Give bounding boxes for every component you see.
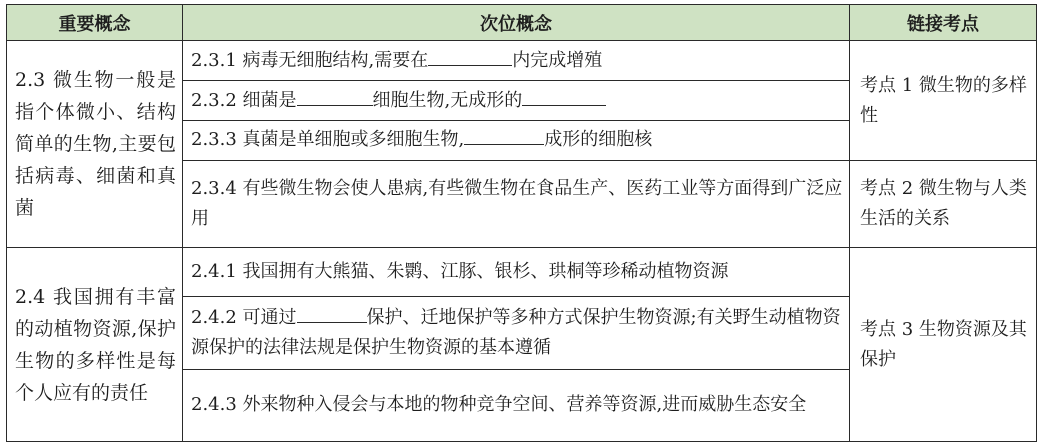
concept-text: 2.3.1 病毒无细胞结构,需要在 xyxy=(191,49,429,71)
exam-point-3: 考点 3 生物资源及其保护 xyxy=(850,248,1037,442)
fill-blank xyxy=(428,47,512,66)
concept-text: 成形的细胞核 xyxy=(544,129,653,151)
secondary-concept-2-3-2 xyxy=(183,81,850,120)
secondary-concept-2-4-3: 2.4.3 外来物种入侵会与本地的物种竞争空间、营养等资源,进而威胁生态安全 xyxy=(183,369,850,441)
fill-blank xyxy=(297,304,367,323)
fill-blank xyxy=(297,87,373,106)
important-concept-2-4: 2.4 我国拥有丰富的动植物资源,保护生物的多样性是每个人应有的责任 xyxy=(7,248,183,442)
header-important-concept: 重要概念 xyxy=(7,5,183,41)
header-linked-exam-point: 链接考点 xyxy=(850,5,1037,41)
fill-blank xyxy=(522,87,606,106)
concept-table xyxy=(6,4,1037,442)
exam-point-1: 考点 1 微生物的多样性 xyxy=(850,41,1037,161)
important-concept-2-3: 2.3 微生物一般是指个体微小、结构简单的生物,主要包括病毒、细菌和真菌 xyxy=(7,41,183,248)
secondary-concept-2-4-2 xyxy=(183,297,850,369)
secondary-concept-2-3-4: 2.3.4 有些微生物会使人患病,有些微生物在食品生产、医药工业等方面得到广泛应用 xyxy=(183,161,850,248)
table-row xyxy=(7,41,1037,81)
fill-blank xyxy=(464,126,544,145)
concept-text: 细胞生物,无成形的 xyxy=(372,89,523,111)
exam-point-2: 考点 2 微生物与人类生活的关系 xyxy=(850,161,1037,248)
secondary-concept-2-3-3 xyxy=(183,120,850,160)
header-row xyxy=(7,5,1037,41)
concept-text: 2.4.2 可通过 xyxy=(191,306,297,328)
concept-text: 内完成增殖 xyxy=(512,49,603,71)
secondary-concept-2-4-1: 2.4.1 我国拥有大熊猫、朱鹮、江豚、银杉、珙桐等珍稀动植物资源 xyxy=(183,248,850,297)
secondary-concept-2-3-1 xyxy=(183,41,850,81)
concept-text: 保护、迁地保护等多种方式保护生物资源;有关野生动植物资源保护的法律法规是保护生物资源的基本遵循 xyxy=(191,306,841,358)
header-secondary-concept: 次位概念 xyxy=(183,5,850,41)
concept-text: 2.3.2 细菌是 xyxy=(191,89,297,111)
concept-text: 2.3.3 真菌是单细胞或多细胞生物, xyxy=(191,129,465,151)
table-row xyxy=(7,248,1037,297)
